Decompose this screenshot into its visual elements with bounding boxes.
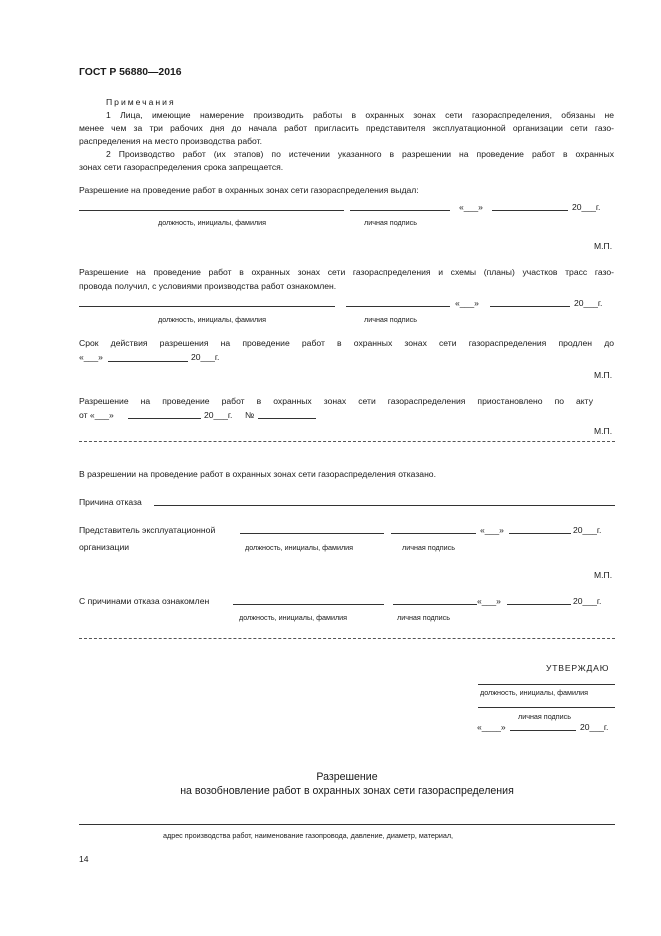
notes-title: Примечания [106, 97, 176, 107]
representative-caption-position: должность, инициалы, фамилия [245, 543, 354, 552]
refused-text: В разрешении на проведение работ в охранных зонах сети газораспределения отказано. [79, 469, 436, 479]
received-signature-line[interactable] [346, 306, 450, 307]
extended-date-month-line[interactable] [108, 361, 188, 362]
reason-line[interactable] [154, 505, 615, 506]
page-number: 14 [79, 854, 89, 864]
approval-caption-signature: личная подпись [518, 712, 571, 721]
representative-caption-signature: личная подпись [402, 543, 455, 552]
document-id: ГОСТ Р 56880—2016 [79, 67, 182, 78]
representative-label-line-1: Представитель эксплуатационной [79, 525, 216, 535]
suspended-stamp: М.П. [594, 426, 613, 436]
acknowledged-date-month-line[interactable] [507, 604, 571, 605]
received-text-line-2: провода получил, с условиями производства работ ознакомлен. [79, 281, 337, 291]
received-date-day: «___» [455, 298, 479, 308]
note-2-line-2: зонах сети газораспределения срока запрещается. [79, 162, 284, 172]
extended-stamp: М.П. [594, 370, 613, 380]
issued-caption-position: должность, инициалы, фамилия [158, 218, 267, 227]
acknowledged-position-line[interactable] [233, 604, 384, 605]
issued-date-day: «___» [459, 202, 483, 212]
received-date-month-line[interactable] [490, 306, 570, 307]
section-divider-2 [79, 638, 615, 639]
approval-date-year: 20___г. [580, 722, 609, 732]
issued-signature-line[interactable] [350, 210, 450, 211]
note-2-line-1: 2 Производство работ (их этапов) по истечении указанного в разрешении на проведение работ в охранных [106, 149, 614, 159]
extended-date-year: 20___г. [191, 352, 220, 362]
approval-signature-line[interactable] [478, 707, 615, 708]
acknowledged-caption-position: должность, инициалы, фамилия [239, 613, 348, 622]
received-text-line-1: Разрешение на проведение работ в охранных зонах сети газораспределения и схемы (планы) участков трасс газо- [79, 267, 614, 277]
representative-signature-line[interactable] [391, 533, 476, 534]
extended-text: Срок действия разрешения на проведение работ в охранных зонах сети газораспределения продлен до [79, 338, 614, 348]
suspended-date-day: от «___» [79, 410, 114, 420]
acknowledged-caption-signature: личная подпись [397, 613, 450, 622]
section-divider-1 [79, 441, 615, 442]
approval-position-line[interactable] [478, 684, 615, 685]
resume-address-caption: адрес производства работ, наименование газопровода, давление, диаметр, материал, [163, 831, 454, 840]
suspended-text: Разрешение на проведение работ в охранных зонах сети газораспределения приостановлено по акту [79, 396, 593, 406]
acknowledged-label: С причинами отказа ознакомлен [79, 596, 210, 606]
representative-date-year: 20___г. [573, 525, 602, 535]
issued-date-month-line[interactable] [492, 210, 568, 211]
issued-text: Разрешение на проведение работ в охранных зонах сети газораспределения выдал: [79, 185, 419, 195]
representative-date-month-line[interactable] [509, 533, 571, 534]
issued-position-line[interactable] [79, 210, 344, 211]
suspended-number-label: № [245, 410, 255, 420]
issued-caption-signature: личная подпись [364, 218, 417, 227]
representative-position-line[interactable] [240, 533, 384, 534]
received-date-year: 20___г. [574, 298, 603, 308]
acknowledged-date-year: 20___г. [573, 596, 602, 606]
approval-date-day: «____» [477, 722, 506, 732]
note-1-line-3: распределения на место производства работ. [79, 136, 263, 146]
resume-address-line[interactable] [79, 824, 615, 825]
received-caption-position: должность, инициалы, фамилия [158, 315, 267, 324]
representative-date-day: «___» [480, 525, 504, 535]
note-1-line-1: 1 Лица, имеющие намерение производить работы в охранных зонах сети газораспределения, обязаны не [106, 110, 614, 120]
approval-date-month-line[interactable] [510, 730, 576, 731]
note-1-line-2: менее чем за три рабочих дня до начала работ пригласить представителя эксплуатационной организации сети газо- [79, 123, 614, 133]
approval-title: УТВЕРЖДАЮ [546, 663, 610, 673]
acknowledged-signature-line[interactable] [393, 604, 477, 605]
approval-caption-position: должность, инициалы, фамилия [480, 688, 589, 697]
reason-label: Причина отказа [79, 497, 142, 507]
issued-date-year: 20___г. [572, 202, 601, 212]
refused-stamp: М.П. [594, 570, 613, 580]
representative-label-line-2: организации [79, 542, 130, 552]
received-caption-signature: личная подпись [364, 315, 417, 324]
suspended-number-line[interactable] [258, 418, 316, 419]
suspended-date-month-line[interactable] [128, 418, 201, 419]
resume-title-line-1: Разрешение [316, 771, 378, 783]
issued-stamp: М.П. [594, 241, 613, 251]
acknowledged-date-day: «___» [477, 596, 501, 606]
resume-title-line-2: на возобновление работ в охранных зонах сети газораспределения [180, 785, 514, 797]
suspended-date-year: 20___г. [204, 410, 233, 420]
received-position-line[interactable] [79, 306, 335, 307]
extended-date-day: «___» [79, 352, 103, 362]
